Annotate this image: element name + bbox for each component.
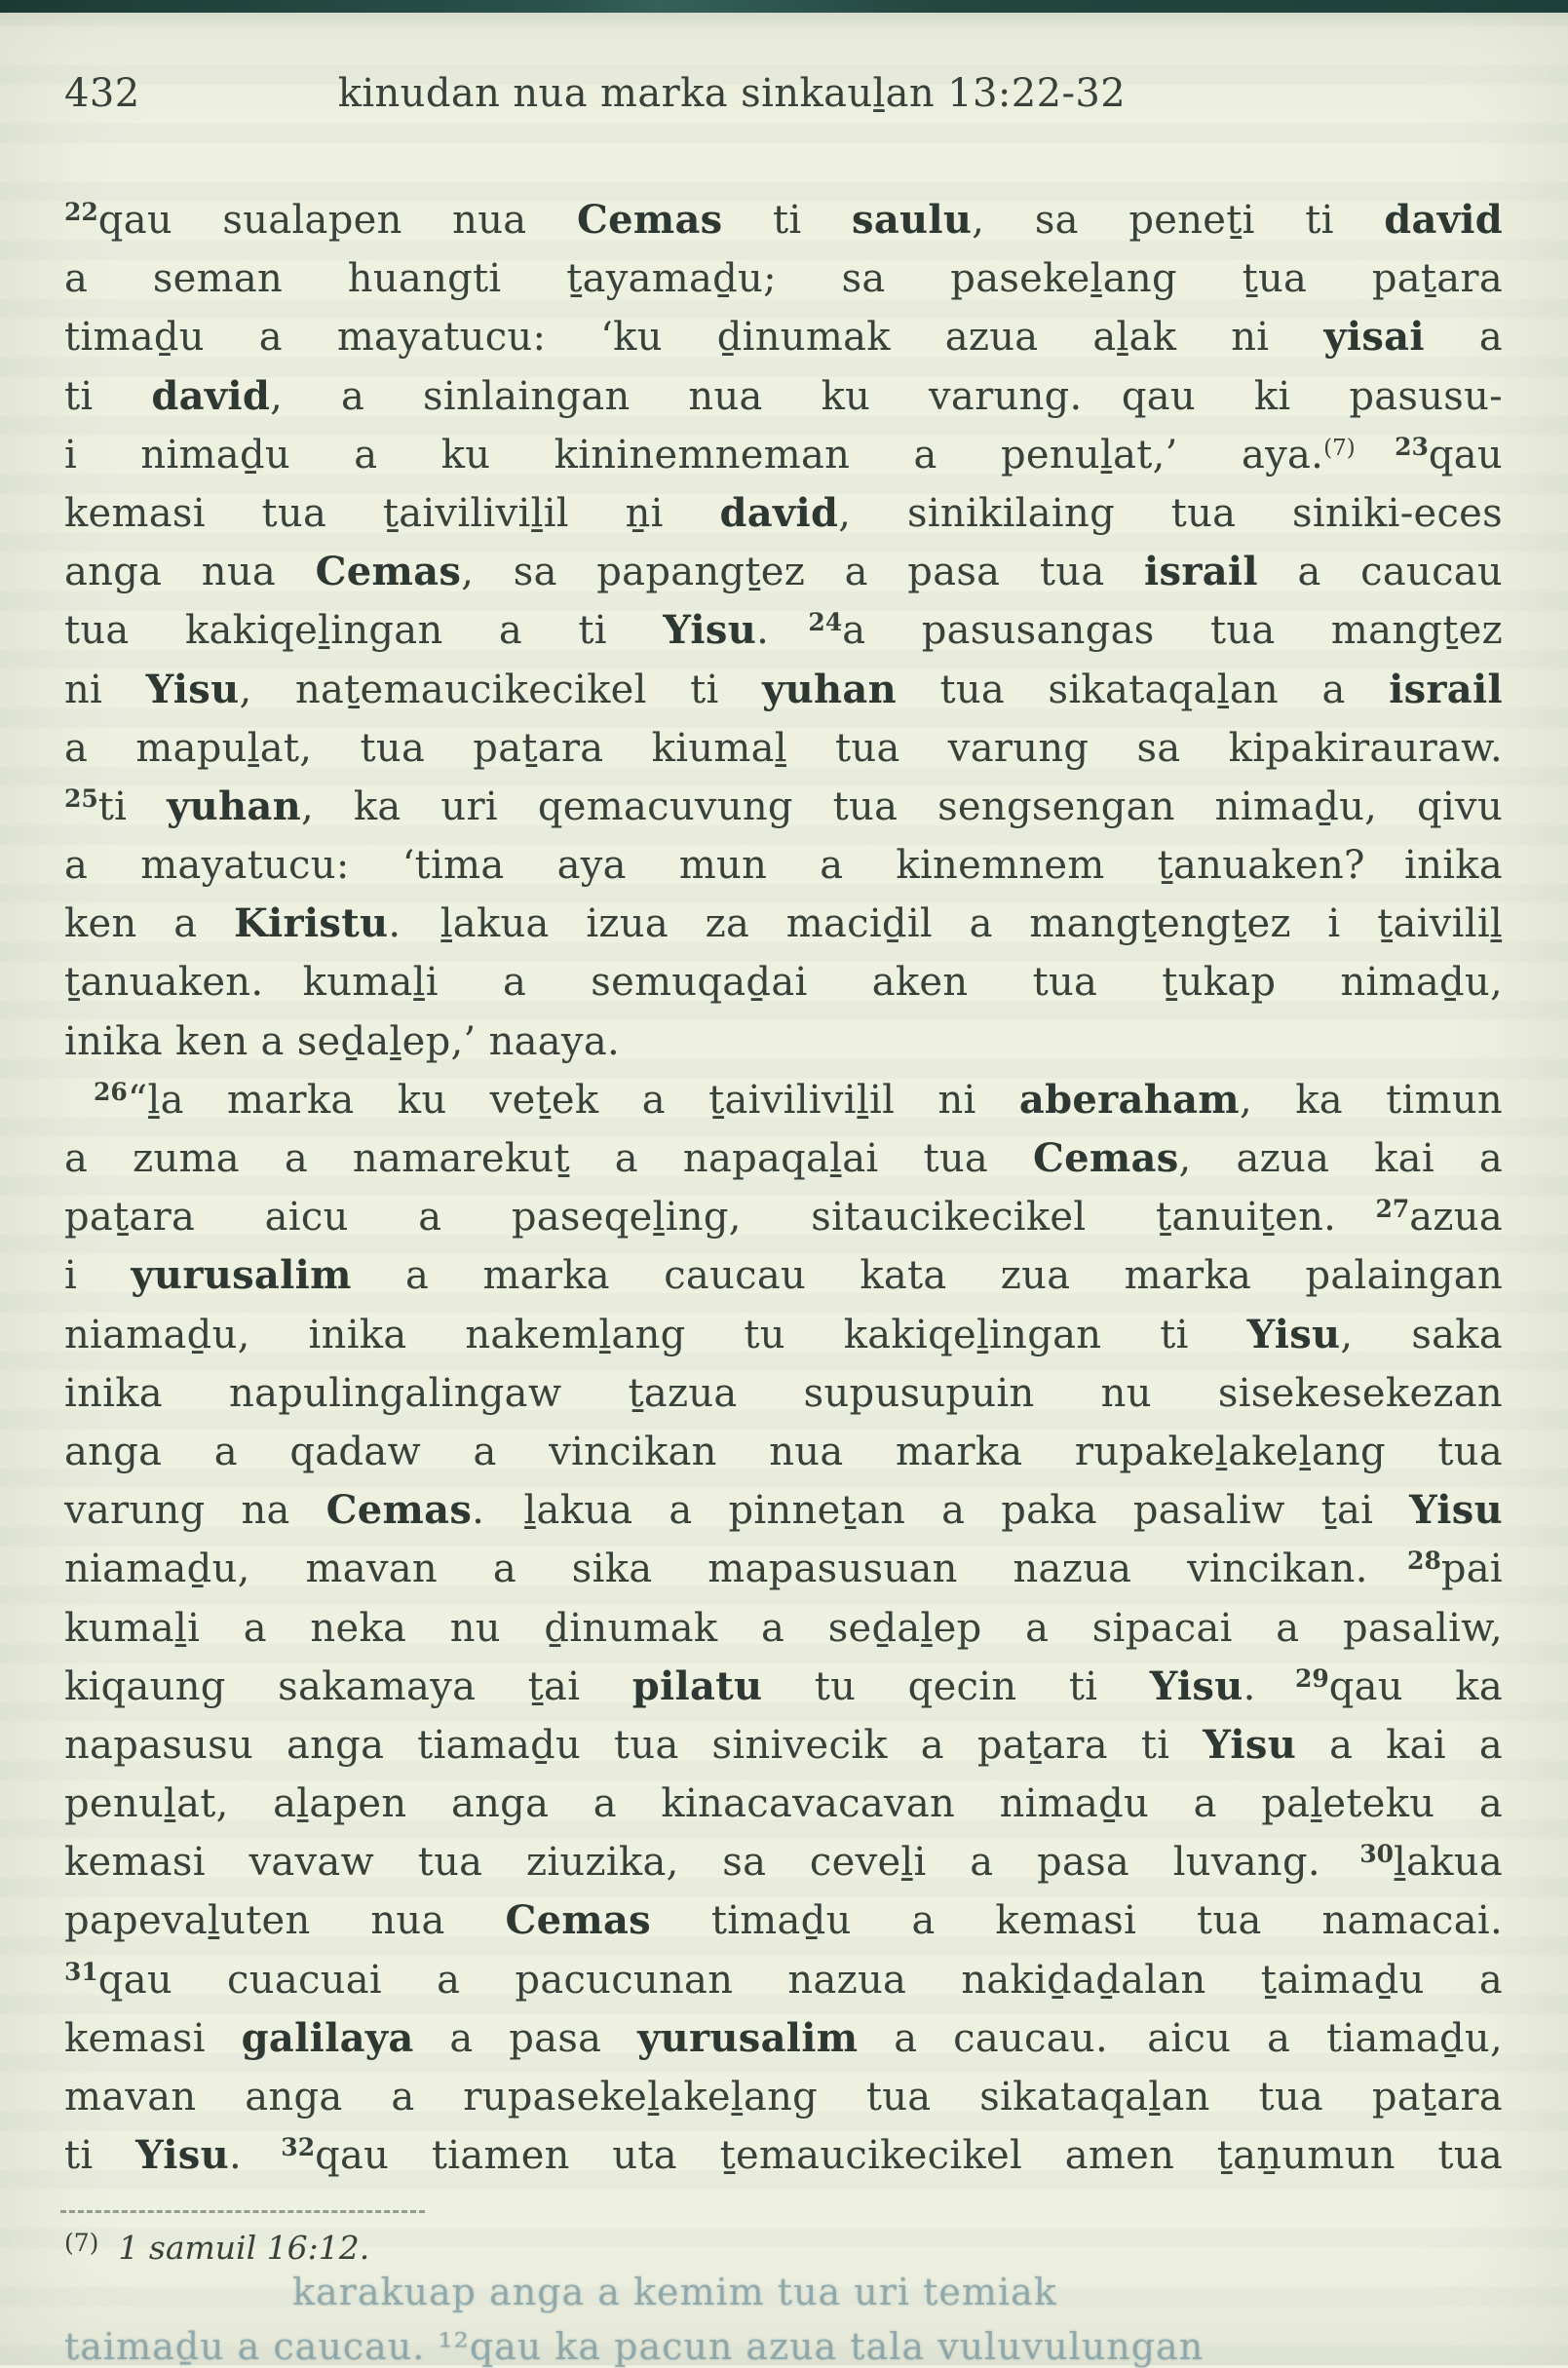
text-run	[1356, 433, 1395, 477]
text-run: . ḻakua a pinneṯan a paka pasaliw ṯai	[472, 1488, 1410, 1534]
text-run: , ka uri qemacuvung tua sengsengan nimaḏu, qivu	[301, 783, 1504, 829]
text-line	[64, 1833, 1503, 1891]
proper-noun: david	[1384, 197, 1503, 243]
text-run: a pasusangas tua mangṯez	[842, 608, 1503, 654]
scan-edge-band	[0, 0, 1568, 13]
text-line	[64, 484, 1503, 543]
text-run: kemasi vavaw tua ziuzika, sa ceveḻi a pasa luvang.	[64, 1840, 1360, 1886]
proper-noun: yuhan	[167, 783, 302, 829]
footnote-divider	[60, 2210, 425, 2213]
text-run: kemasi tua ṯaiviliviḻil ṉi	[64, 490, 720, 536]
proper-noun: Yisu	[663, 607, 757, 654]
text-run: tu qecin ti	[762, 1663, 1150, 1709]
text-run: .	[228, 2133, 282, 2179]
proper-noun: yurusalim	[131, 1252, 352, 1299]
text-run: azua	[1409, 1195, 1503, 1241]
text-line	[64, 2126, 1503, 2185]
text-run: ken a	[64, 901, 234, 947]
proper-noun: Yisu	[145, 666, 240, 712]
page-number: 432	[64, 71, 140, 116]
text-run: a caucau. aicu a tiamaḏu,	[858, 2015, 1503, 2061]
paragraph	[64, 1071, 1503, 2186]
text-run: a caucau	[1257, 550, 1503, 595]
text-run: ḻakua	[1394, 1840, 1503, 1886]
text-line	[64, 778, 1503, 836]
text-run: pai	[1440, 1547, 1503, 1592]
text-line	[64, 1071, 1503, 1129]
text-run: “ḻa marka ku veṯek a ṯaiviliviḻil ni	[127, 1077, 1019, 1123]
text-run: varung na	[64, 1488, 326, 1534]
proper-noun: yuhan	[762, 666, 897, 712]
footnote-text: 1 samuil 16:12.	[118, 2229, 370, 2267]
text-line	[64, 543, 1503, 601]
footnote-marker-ref: (7)	[1323, 435, 1356, 461]
text-run: , azua kai a	[1178, 1136, 1504, 1181]
text-run: a pasa	[413, 2015, 638, 2061]
text-run: timaḏu a mayatucu: ‘ku ḏinumak azua aḻak ni	[64, 315, 1324, 361]
text-line	[64, 895, 1503, 953]
proper-noun: aberaham	[1018, 1076, 1240, 1123]
text-line	[64, 308, 1503, 366]
text-run: , a sinlaingan nua ku varung. qau ki pasusu-	[270, 373, 1503, 419]
verse-number: 24	[808, 608, 843, 637]
text-line	[64, 1423, 1503, 1481]
text-line	[64, 953, 1503, 1012]
text-run: a	[1424, 315, 1503, 361]
text-line	[64, 1775, 1503, 1833]
proper-noun: israil	[1144, 549, 1258, 595]
proper-noun: Yisu	[135, 2132, 229, 2179]
verse-number: 26	[94, 1077, 128, 1106]
verse-number: 22	[64, 198, 98, 226]
text-run: ti	[64, 2133, 136, 2179]
text-run: , sa papangṯez a pasa tua	[461, 550, 1145, 595]
running-header-title: kinudan nua marka sinkauḻan 13:22-32	[337, 71, 1127, 116]
text-run: a marka caucau kata zua marka palaingan	[351, 1253, 1504, 1299]
text-line	[64, 2068, 1503, 2126]
text-run: tua kakiqeḻingan a ti	[64, 608, 664, 654]
text-line	[64, 1658, 1503, 1716]
text-run: qau tiamen uta ṯemaucikecikel amen ṯaṉumun tua	[315, 2133, 1503, 2179]
text-run: ti	[722, 198, 852, 243]
text-run: .	[1243, 1663, 1295, 1709]
proper-noun: saulu	[852, 197, 973, 243]
text-run: kiqaung sakamaya ṯai	[64, 1663, 632, 1709]
proper-noun: Cemas	[505, 1897, 651, 1944]
proper-noun: Yisu	[1203, 1721, 1297, 1768]
text-run: , sa peneṯi ti	[972, 198, 1385, 243]
text-run: .	[756, 608, 809, 654]
text-run: inika ken a seḏaḻep,’ naaya.	[64, 1018, 620, 1064]
text-run: tua sikataqaḻan a	[896, 667, 1390, 712]
proper-noun: Cemas	[576, 197, 723, 243]
text-line	[64, 1891, 1503, 1950]
text-line	[64, 1540, 1503, 1598]
text-line	[64, 1716, 1503, 1775]
proper-noun: Kiristu	[233, 900, 389, 947]
text-run: qau sualapen nua	[97, 198, 577, 243]
body-text	[64, 191, 1503, 2185]
text-line	[64, 1129, 1503, 1188]
text-run: ti	[64, 373, 152, 419]
text-run: papevaḻuten nua	[64, 1898, 506, 1944]
proper-noun: Cemas	[315, 549, 462, 595]
text-run: kemasi	[64, 2015, 242, 2061]
text-run: a mayatucu: ‘tima aya mun a kinemnem ṯanuaken? inika	[64, 843, 1503, 889]
paragraph	[64, 191, 1503, 1071]
verse-number: 25	[64, 783, 98, 813]
text-line	[64, 1364, 1503, 1423]
text-run: i	[64, 1253, 132, 1299]
text-line	[64, 1306, 1503, 1364]
text-run: niamaḏu, mavan a sika mapasusuan nazua vincikan.	[64, 1547, 1408, 1592]
verse-number: 29	[1294, 1663, 1329, 1693]
text-run: anga a qadaw a vincikan nua marka rupakeḻakeḻang tua	[64, 1429, 1503, 1474]
text-line	[64, 601, 1503, 660]
text-line	[64, 836, 1503, 895]
text-run: , sinikilaing tua siniki-eces	[838, 490, 1503, 536]
text-line	[64, 1188, 1503, 1246]
text-run: a seman huangti ṯayamaḏu; sa pasekeḻang ṯua paṯara	[64, 256, 1503, 302]
text-line	[64, 191, 1503, 249]
text-run: qau cuacuai a pacucunan nazua nakiḏaḏalan ṯaimaḏu a	[97, 1957, 1503, 2003]
text-run: niamaḏu, inika nakemḻang tu kakiqeḻingan ti	[64, 1312, 1247, 1357]
text-line	[64, 1599, 1503, 1658]
text-run: qau	[1428, 432, 1503, 477]
proper-noun: Yisu	[1409, 1487, 1503, 1534]
proper-noun: pilatu	[631, 1662, 763, 1709]
text-run: , naṯemaucikecikel ti	[239, 667, 763, 712]
text-run: , ka timun	[1239, 1077, 1503, 1123]
text-run: ṯanuaken. kumaḻi a semuqaḏai aken tua ṯukap nimaḏu,	[64, 960, 1503, 1006]
proper-noun: Cemas	[325, 1487, 473, 1534]
proper-noun: david	[151, 372, 271, 419]
text-run: qau ka	[1328, 1663, 1503, 1709]
text-line	[64, 1012, 1503, 1071]
text-line	[64, 249, 1503, 308]
text-run: i nimaḏu a ku kininemneman a penuḻat,’ aya.	[64, 432, 1324, 477]
proper-noun: galilaya	[241, 2014, 414, 2061]
bleed-through-line: karakuap anga a kemim tua uri temiak	[292, 2271, 1057, 2313]
text-run: a zuma a namarekuṯ a napaqaḻai tua	[64, 1136, 1033, 1181]
verse-number: 23	[1395, 432, 1429, 461]
proper-noun: israil	[1389, 666, 1503, 712]
verse-number: 27	[1375, 1195, 1410, 1224]
text-run: mavan anga a rupasekeḻakeḻang tua sikataqaḻan tua paṯara	[64, 2075, 1503, 2120]
footnote	[64, 2227, 1503, 2273]
proper-noun: Yisu	[1246, 1311, 1341, 1357]
text-line	[64, 2009, 1503, 2068]
text-run: paṯara aicu a paseqeḻing, sitaucikecikel ṯanuiṯen.	[64, 1195, 1376, 1241]
text-line	[64, 1481, 1503, 1540]
verse-number: 30	[1359, 1840, 1394, 1869]
text-run: napasusu anga tiamaḏu tua sinivecik a paṯara ti	[64, 1722, 1204, 1768]
text-line	[64, 367, 1503, 426]
text-line	[64, 426, 1503, 484]
bleed-through-line: taimaḏu a caucau. ¹²qau ka pacun azua tala vuluvulungan	[64, 2325, 1205, 2368]
text-run: a kai a	[1296, 1722, 1503, 1768]
text-run: ti	[97, 783, 168, 829]
text-run: ni	[64, 667, 146, 712]
text-line	[64, 1246, 1503, 1305]
text-run: inika napulingalingaw ṯazua supusupuin nu sisekesekezan	[64, 1370, 1503, 1416]
proper-noun: Cemas	[1032, 1135, 1179, 1181]
text-line	[64, 1951, 1503, 2009]
page-header	[64, 68, 1503, 119]
proper-noun: Yisu	[1149, 1662, 1243, 1709]
text-run: kumaḻi a neka nu ḏinumak a seḏaḻep a sipacai a pasaliw,	[64, 1605, 1503, 1651]
text-line	[64, 661, 1503, 719]
text-line	[64, 719, 1503, 778]
proper-noun: yurusalim	[637, 2014, 859, 2061]
text-run: a mapuḻat, tua paṯara kiumaḻ tua varung sa kipakirauraw.	[64, 725, 1503, 771]
text-run: penuḻat, aḻapen anga a kinacavacavan nimaḏu a paḻeteku a	[64, 1781, 1503, 1827]
proper-noun: david	[719, 489, 839, 536]
verse-number: 32	[281, 2133, 316, 2162]
verse-number: 31	[64, 1957, 98, 1986]
text-run: timaḏu a kemasi tua namacai.	[651, 1898, 1503, 1944]
text-run: . ḻakua izua za maciḏil a mangṯengṯez i ṯaiviliḻ	[388, 901, 1504, 947]
proper-noun: yisai	[1323, 314, 1425, 361]
text-run: anga nua	[64, 550, 316, 595]
footnote-marker: (7)	[64, 2229, 99, 2257]
text-run: , saka	[1340, 1312, 1503, 1357]
verse-number: 28	[1407, 1547, 1441, 1576]
